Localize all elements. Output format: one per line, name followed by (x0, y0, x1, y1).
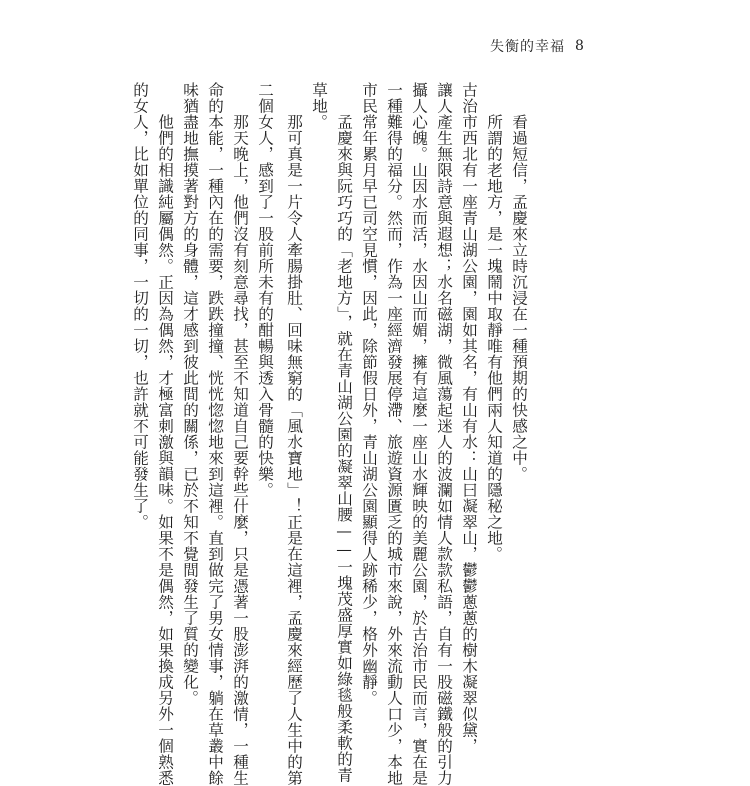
book-title: 失衡的幸福 (490, 39, 565, 55)
text-column-10: 那可真是一片令人牽腸掛肚、回味無窮的「風水寶地」！正是在這裡，孟慶來經歷了人生中的第 (285, 114, 303, 786)
text-column-14: 味猶盡地撫摸著對方的身體，這才感到彼此間的關係，已於不知不覺間發生了質的變化。 (181, 82, 199, 706)
vertical-body-text (131, 82, 530, 786)
text-column-5: 攝人心魄。山因水而活，水因山而媚，擁有這麼一座山水輝映的美麗公園，於古治市民而言，實在是 (410, 82, 428, 786)
text-column-16: 的女人，比如單位的同事，一切的一切，也許就不可能發生了。 (131, 82, 149, 530)
text-column-3: 古治市西北有一座青山湖公園，園如其名，有山有水：山曰凝翠山，鬱鬱蔥蔥的樹木凝翠似黛， (460, 82, 478, 754)
text-column-4: 讓人產生無限詩意與遐想；水名磁湖，微風蕩起迷人的波瀾如情人款款私語，自有一股磁鐵般的引力 (435, 82, 453, 786)
text-column-15: 他們的相識純屬偶然。正因為偶然，才極富刺激與韻味。如果不是偶然，如果換成另外一個熟悉 (156, 114, 174, 786)
running-header (490, 37, 585, 55)
text-column-11: 二個女人，感到了一股前所未有的酣暢與透入骨髓的快樂。 (256, 82, 274, 498)
text-column-12: 那天晚上，他們沒有刻意尋找，甚至不知道自己要幹些什麼，只是憑著一股澎湃的激情，一種生 (231, 114, 249, 786)
text-column-8: 孟慶來與阮巧巧的「老地方」，就在青山湖公園的凝翠山腰——一塊茂盛厚實如綠毯般柔軟的青 (335, 114, 353, 783)
text-column-1: 看過短信，孟慶來立時沉浸在一種預期的快感之中。 (510, 114, 528, 482)
text-column-6: 一種難得的福分。然而，作為一座經濟發展停滯、旅遊資源匱乏的城市來說，外來流動人口少，本地 (385, 82, 403, 786)
page-number: 8 (575, 38, 585, 54)
text-column-13: 命的本能，一種內在的需要，跌跌撞撞、恍恍惚惚地來到這裡。直到做完了男女情事，躺在草叢中餘 (206, 82, 224, 786)
text-column-7: 市民常年累月早已司空見慣，因此，除節假日外，青山湖公園顯得人跡稀少，格外幽靜。 (360, 82, 378, 706)
text-column-2: 所謂的老地方，是一塊鬧中取靜唯有他們兩人知道的隱秘之地。 (485, 114, 503, 562)
text-column-9: 草地。 (310, 82, 328, 130)
